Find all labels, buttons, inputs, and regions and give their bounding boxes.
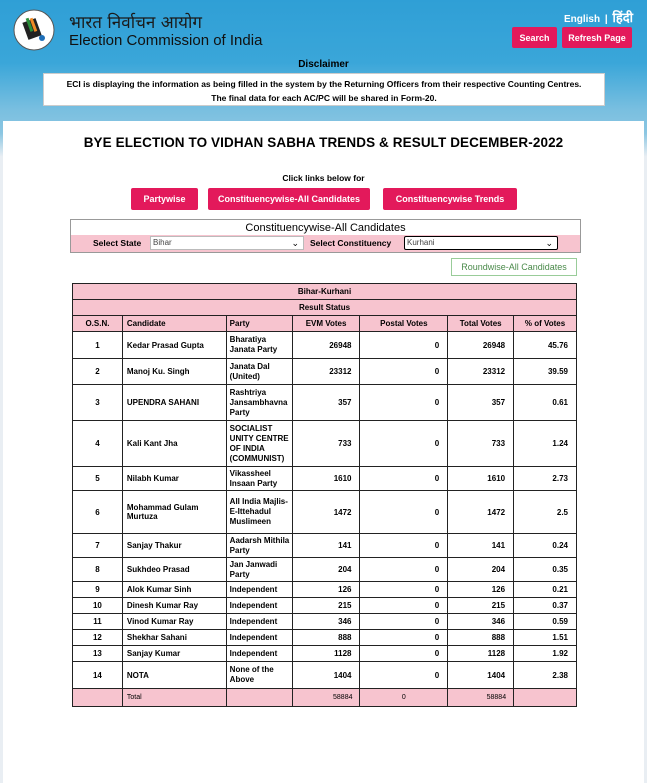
cell-postal-votes: 0 bbox=[360, 385, 448, 421]
cell-postal-votes: 0 bbox=[360, 614, 448, 630]
cell-total-votes: 1610 bbox=[448, 467, 514, 491]
col-header-party: Party bbox=[226, 316, 292, 332]
logo-hindi-text: भारत निर्वाचन आयोग bbox=[69, 13, 202, 33]
cell-osn: 8 bbox=[73, 558, 123, 582]
cell-total-votes: 26948 bbox=[448, 332, 514, 359]
selector-panel bbox=[70, 219, 581, 253]
cell-evm-votes: 357 bbox=[292, 385, 360, 421]
table-row bbox=[73, 491, 577, 534]
cell-postal-votes: 0 bbox=[360, 359, 448, 385]
cell-evm-votes: 346 bbox=[292, 614, 360, 630]
table-row bbox=[73, 359, 577, 385]
chevron-down-icon: ⌄ bbox=[291, 238, 299, 248]
cell-evm-votes: 126 bbox=[292, 582, 360, 598]
total-evm: 58884 bbox=[292, 689, 360, 707]
lang-hindi-link[interactable]: हिंदी bbox=[612, 11, 633, 26]
chevron-down-icon: ⌄ bbox=[545, 238, 553, 248]
cell-osn: 14 bbox=[73, 662, 123, 689]
cell-osn: 11 bbox=[73, 614, 123, 630]
total-votes: 58884 bbox=[448, 689, 514, 707]
total-empty-pct bbox=[514, 689, 577, 707]
cell-total-votes: 346 bbox=[448, 614, 514, 630]
cell-postal-votes: 0 bbox=[360, 332, 448, 359]
cell-pct-votes: 0.59 bbox=[514, 614, 577, 630]
cell-candidate: Manoj Ku. Singh bbox=[122, 359, 226, 385]
table-header-row bbox=[73, 316, 577, 332]
col-header-osn: O.S.N. bbox=[73, 316, 123, 332]
total-label: Total bbox=[122, 689, 226, 707]
cell-pct-votes: 39.59 bbox=[514, 359, 577, 385]
cell-party: SOCIALIST UNITY CENTRE OF INDIA (COMMUNIST) bbox=[226, 421, 292, 467]
cell-total-votes: 141 bbox=[448, 534, 514, 558]
table-row bbox=[73, 662, 577, 689]
table-row bbox=[73, 534, 577, 558]
cell-candidate: Alok Kumar Sinh bbox=[122, 582, 226, 598]
cell-evm-votes: 733 bbox=[292, 421, 360, 467]
cell-total-votes: 888 bbox=[448, 630, 514, 646]
disclaimer-line-2: The final data for each AC/PC will be shared in Form-20. bbox=[211, 93, 437, 103]
col-header-total-votes: Total Votes bbox=[448, 316, 514, 332]
cell-total-votes: 1128 bbox=[448, 646, 514, 662]
cell-postal-votes: 0 bbox=[360, 534, 448, 558]
cell-osn: 10 bbox=[73, 598, 123, 614]
total-empty-party bbox=[226, 689, 292, 707]
cell-party: Independent bbox=[226, 614, 292, 630]
constituencywise-trends-button[interactable]: Constituencywise Trends bbox=[383, 188, 517, 210]
cell-postal-votes: 0 bbox=[360, 662, 448, 689]
cell-pct-votes: 2.73 bbox=[514, 467, 577, 491]
col-header-evm-votes: EVM Votes bbox=[292, 316, 360, 332]
total-row bbox=[73, 689, 577, 707]
cell-pct-votes: 1.24 bbox=[514, 421, 577, 467]
selector-title: Constituencywise-All Candidates bbox=[245, 222, 406, 234]
links-intro: Click links below for bbox=[282, 173, 365, 183]
cell-party: Rashtriya Jansambhavna Party bbox=[226, 385, 292, 421]
cell-postal-votes: 0 bbox=[360, 558, 448, 582]
cell-pct-votes: 0.21 bbox=[514, 582, 577, 598]
cell-osn: 13 bbox=[73, 646, 123, 662]
cell-evm-votes: 26948 bbox=[292, 332, 360, 359]
cell-pct-votes: 1.92 bbox=[514, 646, 577, 662]
cell-osn: 9 bbox=[73, 582, 123, 598]
cell-party: Independent bbox=[226, 630, 292, 646]
total-postal: 0 bbox=[360, 689, 448, 707]
cell-party: Independent bbox=[226, 582, 292, 598]
cell-postal-votes: 0 bbox=[360, 421, 448, 467]
cell-osn: 4 bbox=[73, 421, 123, 467]
cell-postal-votes: 0 bbox=[360, 598, 448, 614]
cell-postal-votes: 0 bbox=[360, 467, 448, 491]
table-row bbox=[73, 467, 577, 491]
col-header-candidate: Candidate bbox=[122, 316, 226, 332]
cell-candidate: Kali Kant Jha bbox=[122, 421, 226, 467]
cell-total-votes: 733 bbox=[448, 421, 514, 467]
disclaimer-title: Disclaimer bbox=[298, 59, 349, 70]
cell-pct-votes: 45.76 bbox=[514, 332, 577, 359]
cell-osn: 7 bbox=[73, 534, 123, 558]
cell-total-votes: 126 bbox=[448, 582, 514, 598]
cell-total-votes: 357 bbox=[448, 385, 514, 421]
cell-candidate: Shekhar Sahani bbox=[122, 630, 226, 646]
cell-evm-votes: 1128 bbox=[292, 646, 360, 662]
cell-postal-votes: 0 bbox=[360, 630, 448, 646]
cell-pct-votes: 0.37 bbox=[514, 598, 577, 614]
cell-candidate: Nilabh Kumar bbox=[122, 467, 226, 491]
eci-logo bbox=[12, 8, 60, 52]
results-table bbox=[72, 283, 577, 707]
cell-party: Janata Dal (United) bbox=[226, 359, 292, 385]
cell-candidate: Sukhdeo Prasad bbox=[122, 558, 226, 582]
cell-candidate: Vinod Kumar Ray bbox=[122, 614, 226, 630]
col-header-postal-votes: Postal Votes bbox=[360, 316, 448, 332]
partywise-button[interactable]: Partywise bbox=[131, 188, 198, 210]
cell-pct-votes: 0.61 bbox=[514, 385, 577, 421]
cell-osn: 3 bbox=[73, 385, 123, 421]
cell-candidate: Mohammad Gulam Murtuza bbox=[122, 491, 226, 534]
select-state-label: Select State bbox=[93, 238, 142, 248]
state-select-value: Bihar bbox=[153, 238, 172, 247]
cell-evm-votes: 1472 bbox=[292, 491, 360, 534]
table-row bbox=[73, 646, 577, 662]
table-row bbox=[73, 582, 577, 598]
cell-party: Aadarsh Mithila Party bbox=[226, 534, 292, 558]
cell-postal-votes: 0 bbox=[360, 491, 448, 534]
cell-osn: 1 bbox=[73, 332, 123, 359]
cell-total-votes: 215 bbox=[448, 598, 514, 614]
cell-total-votes: 1404 bbox=[448, 662, 514, 689]
cell-postal-votes: 0 bbox=[360, 582, 448, 598]
state-select[interactable] bbox=[150, 236, 304, 250]
cell-evm-votes: 1404 bbox=[292, 662, 360, 689]
cell-osn: 2 bbox=[73, 359, 123, 385]
refresh-page-button[interactable]: Refresh Page bbox=[562, 27, 632, 48]
constituency-select[interactable] bbox=[404, 236, 558, 250]
lang-separator: | bbox=[604, 14, 608, 25]
cell-party: None of the Above bbox=[226, 662, 292, 689]
cell-total-votes: 1472 bbox=[448, 491, 514, 534]
disclaimer-line-1: ECI is displaying the information as being filled in the system by the Returning Officers from their respective Counting Centres. bbox=[66, 79, 582, 89]
cell-osn: 5 bbox=[73, 467, 123, 491]
cell-candidate: NOTA bbox=[122, 662, 226, 689]
table-row bbox=[73, 332, 577, 359]
constituency-select-value: Kurhani bbox=[407, 238, 435, 247]
cell-evm-votes: 141 bbox=[292, 534, 360, 558]
select-constituency-label: Select Constituency bbox=[310, 238, 392, 248]
logo-english-text: Election Commission of India bbox=[69, 32, 263, 49]
cell-evm-votes: 215 bbox=[292, 598, 360, 614]
table-row bbox=[73, 385, 577, 421]
cell-total-votes: 23312 bbox=[448, 359, 514, 385]
lang-english-link[interactable]: English bbox=[563, 14, 601, 25]
cell-evm-votes: 23312 bbox=[292, 359, 360, 385]
cell-party: Independent bbox=[226, 646, 292, 662]
disclaimer-box bbox=[43, 73, 605, 106]
table-caption: Bihar-Kurhani bbox=[73, 284, 577, 300]
table-row bbox=[73, 421, 577, 467]
cell-candidate: Sanjay Thakur bbox=[122, 534, 226, 558]
cell-candidate: Sanjay Kumar bbox=[122, 646, 226, 662]
cell-postal-votes: 0 bbox=[360, 646, 448, 662]
site-header bbox=[0, 0, 647, 118]
cell-party: Bharatiya Janata Party bbox=[226, 332, 292, 359]
table-row bbox=[73, 558, 577, 582]
table-row bbox=[73, 598, 577, 614]
language-switcher bbox=[562, 8, 633, 26]
result-status: Result Status bbox=[73, 300, 577, 316]
cell-party: Jan Janwadi Party bbox=[226, 558, 292, 582]
main-content bbox=[3, 121, 644, 783]
selector-row bbox=[71, 235, 580, 252]
cell-pct-votes: 0.24 bbox=[514, 534, 577, 558]
cell-osn: 6 bbox=[73, 491, 123, 534]
cell-party: Independent bbox=[226, 598, 292, 614]
cell-pct-votes: 1.51 bbox=[514, 630, 577, 646]
roundwise-all-candidates-button[interactable]: Roundwise-All Candidates bbox=[451, 258, 577, 276]
cell-pct-votes: 2.5 bbox=[514, 491, 577, 534]
col-header-pct-votes: % of Votes bbox=[514, 316, 577, 332]
cell-candidate: UPENDRA SAHANI bbox=[122, 385, 226, 421]
cell-evm-votes: 888 bbox=[292, 630, 360, 646]
cell-party: Vikassheel Insaan Party bbox=[226, 467, 292, 491]
table-row bbox=[73, 614, 577, 630]
cell-party: All India Majlis-E-Ittehadul Muslimeen bbox=[226, 491, 292, 534]
cell-total-votes: 204 bbox=[448, 558, 514, 582]
cell-pct-votes: 0.35 bbox=[514, 558, 577, 582]
table-row bbox=[73, 630, 577, 646]
search-button[interactable]: Search bbox=[512, 27, 557, 48]
page-title: BYE ELECTION TO VIDHAN SABHA TRENDS & RESULT DECEMBER-2022 bbox=[83, 135, 564, 150]
cell-pct-votes: 2.38 bbox=[514, 662, 577, 689]
cell-evm-votes: 204 bbox=[292, 558, 360, 582]
cell-candidate: Kedar Prasad Gupta bbox=[122, 332, 226, 359]
cell-evm-votes: 1610 bbox=[292, 467, 360, 491]
constituencywise-all-candidates-button[interactable]: Constituencywise-All Candidates bbox=[208, 188, 370, 210]
total-empty-cell bbox=[73, 689, 123, 707]
cell-candidate: Dinesh Kumar Ray bbox=[122, 598, 226, 614]
cell-osn: 12 bbox=[73, 630, 123, 646]
